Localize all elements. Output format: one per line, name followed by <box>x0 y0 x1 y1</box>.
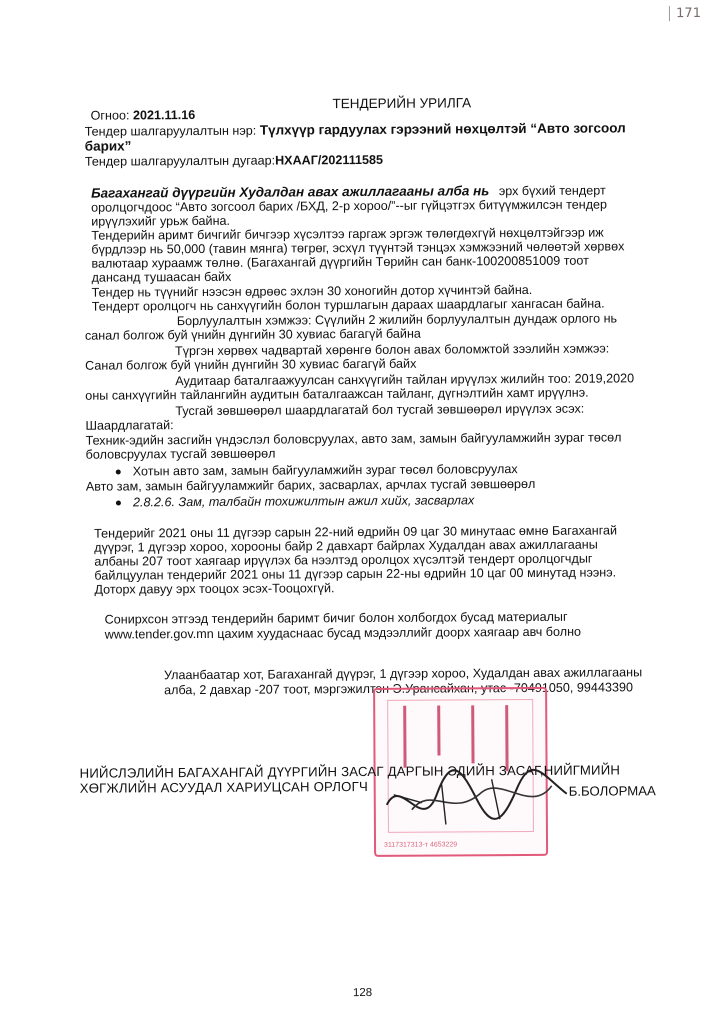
requirement-technical-cont: боловсруулах тусгай зөвшөөрөл <box>85 446 276 462</box>
bullet-icon <box>116 501 121 506</box>
paragraph-line: бүрдлээр нь 50,000 (тавин мянга) төгрөг, эсхүл түүнтэй тэнцэх хэмжээний чөлөөтэй хөрвөх <box>91 239 625 257</box>
requirement-sales: Борлуулалтын хэмжээ: Сүүлийн 2 жилийн борлуулалтын дундаж орлого нь <box>176 311 618 329</box>
document-title: ТЕНДЕРИЙН УРИЛГА <box>332 95 472 112</box>
signatory-title-line-1: НИЙСЛЭЛИЙН БАГАХАНГАЙ ДҮҮРГИЙН ЗАСАГ ДАРГЫН ЭДИЙН ЗАСАГ,НИЙГМИЙН <box>79 762 621 781</box>
requirement-license-label: Шаардлагатай: <box>85 418 174 433</box>
tender-name-value-cont: барих” <box>84 138 132 154</box>
paragraph-line: дансанд тушаасан байх <box>91 269 232 285</box>
stamp-script-glyph <box>471 705 488 763</box>
deadline-line: албаны 207 тоот хаягаар ирүүлэх ба нээлтэд оролцох хүсэлтэй тендерт оролцогчдыг <box>94 551 593 569</box>
requirement-road: Авто зам, замын байгууламжийг барих, засварлах, арчлах тусгай зөвшөөрөл <box>85 476 536 494</box>
intro-line-3: ирүүлэхийг урьж байна. <box>91 213 231 229</box>
requirement-technical: Техник-эдийн засгийн үндэслэл боловсруулах, авто зам, замын байгууламжийн зураг төсөл <box>85 430 622 448</box>
tender-number-value: НХААГ/202111585 <box>275 152 384 168</box>
requirement-audit: Аудитаар баталгаажуулсан санхүүгийн тайлан ирүүлэх жилийн тоо: 2019,2020 <box>175 371 635 389</box>
stamp-number: 3117317313-т 4653229 <box>384 841 458 849</box>
signatory-name: Б.БОЛОРМАА <box>568 783 656 799</box>
paragraph-line: валютаар хураамж төлнө. (Багахангай дүүргийн Төрийн сан банк-100200851009 тоот <box>91 253 589 271</box>
signatory-title-line-2: ХӨГЖЛИЙН АСУУДАЛ ХАРИУЦСАН ОРЛОГЧ <box>79 778 368 796</box>
requirement-liquidity-cont: Санал болгож буй үнийн дүнгийн 30 хувиас багагүй байх <box>85 356 417 373</box>
bullet-icon <box>116 470 121 475</box>
deadline-line: дүүрэг, 1 дүгээр хороо, хорооны байр 2 давхарт байрлах Худалдан авах ажиллагааны <box>94 537 598 555</box>
date-label: Огноо: <box>90 108 130 123</box>
intro-line-2: оролцогчдоос “Авто зогсоол барих /БХД, 2-р хороо/”--ыг гүйцэтгэх битүүмжилсэн тендер <box>91 197 608 215</box>
materials-line: www.tender.gov.mn цахим хуудаснаас бусад мэдээллийг доорх хаягаар авч болно <box>104 624 582 642</box>
handwritten-signature <box>382 764 572 835</box>
tender-name-line <box>85 121 626 138</box>
tender-name-label: Тендер шалгаруулалтын нэр: <box>84 123 257 139</box>
bullet-text: 2.8.2.6. Зам, талбайн тохижилтын ажил хийх, засварлах <box>132 493 475 510</box>
intro-text: эрх бүхий тендерт <box>498 183 606 199</box>
stamp-script-glyph <box>403 706 420 768</box>
deadline-line: Тендерийг 2021 оны 11 дүгээр сарын 22-ний өдрийн 09 цаг 30 минутаас өмнө Багахангай <box>94 523 618 541</box>
address-line: Улаанбаатар хот, Багахангай дүүрэг, 1 дүгээр хороо, Худалдан авах ажиллагааны <box>163 665 643 683</box>
requirement-audit-cont: оны санхүүгийн тайлангийн аудитын баталгаажсан тайланг, дүгнэлтийн хамт ирүүлнэ. <box>85 385 589 403</box>
deadline-line: байлцуулан тендерийг 2021 оны 11 дүгээр сарын 22-ны өдрийн 10 цаг 00 минутад нээнэ. <box>94 565 617 583</box>
requirement-sales-cont: санал болгож буй үнийн дүнгийн 30 хувиас багагүй байна <box>84 326 421 343</box>
date-line <box>91 108 196 123</box>
tender-number-line <box>85 153 383 169</box>
bullet-item <box>116 493 474 509</box>
paragraph-line: Тендер нь түүнийг нээсэн өдрөөс эхлэн 30 хоногийн дотор хүчинтэй байна. <box>91 282 533 300</box>
paragraph-line: Тендерийн аримт бичгийг бичгээр хүсэлтээ гаргаж эргэж төлөгдөхгүй нөхцөлтэйгээр иж <box>91 225 604 243</box>
materials-line: Сонирхсон этгээд тендерийн баримт бичиг болон холбогдох бусад материалыг <box>104 609 568 627</box>
requirement-license: Тусгай зөвшөөрөл шаардлагатай бол тусгай зөвшөөрөл ирүүлэх эсэх: <box>175 401 585 419</box>
organization-name: Багахангай дүүргийн Худалдан авах ажиллагааны алба нь <box>91 183 490 201</box>
deadline-line: Доторх давуу эрх тооцох эсэх-Тооцохгүй. <box>94 581 335 597</box>
tender-number-label: Тендер шалгаруулалтын дугаар: <box>84 153 276 169</box>
tender-name-value: Түлхүүр гардуулах гэрээний нөхцөлтэй “Авто зогсоол <box>259 120 626 138</box>
page-corner-number: 171 <box>669 6 701 21</box>
requirement-liquidity: Түргэн хөрвөх чадвартай хөрөнгө болон авах боломжтой зээлийн хэмжээ: <box>174 341 610 359</box>
bullet-item <box>116 462 518 478</box>
paragraph-line: Тендерт оролцогч нь санхүүгийн болон туршлагын дараах шаардлагыг хангасан байна. <box>91 296 605 314</box>
date-value: 2021.11.16 <box>132 108 196 123</box>
stamp-script-glyph <box>505 705 522 771</box>
stamp-script-glyph <box>437 705 454 755</box>
address-line: алба, 2 давхар -207 тоот, мэргэжилтэн Э.Урансайхан, утас -70491050, 99443390 <box>164 680 633 698</box>
page-number: 128 <box>352 986 373 1000</box>
bullet-text: Хотын авто зам, замын байгууламжийн зураг төсөл боловсруулах <box>132 462 518 479</box>
